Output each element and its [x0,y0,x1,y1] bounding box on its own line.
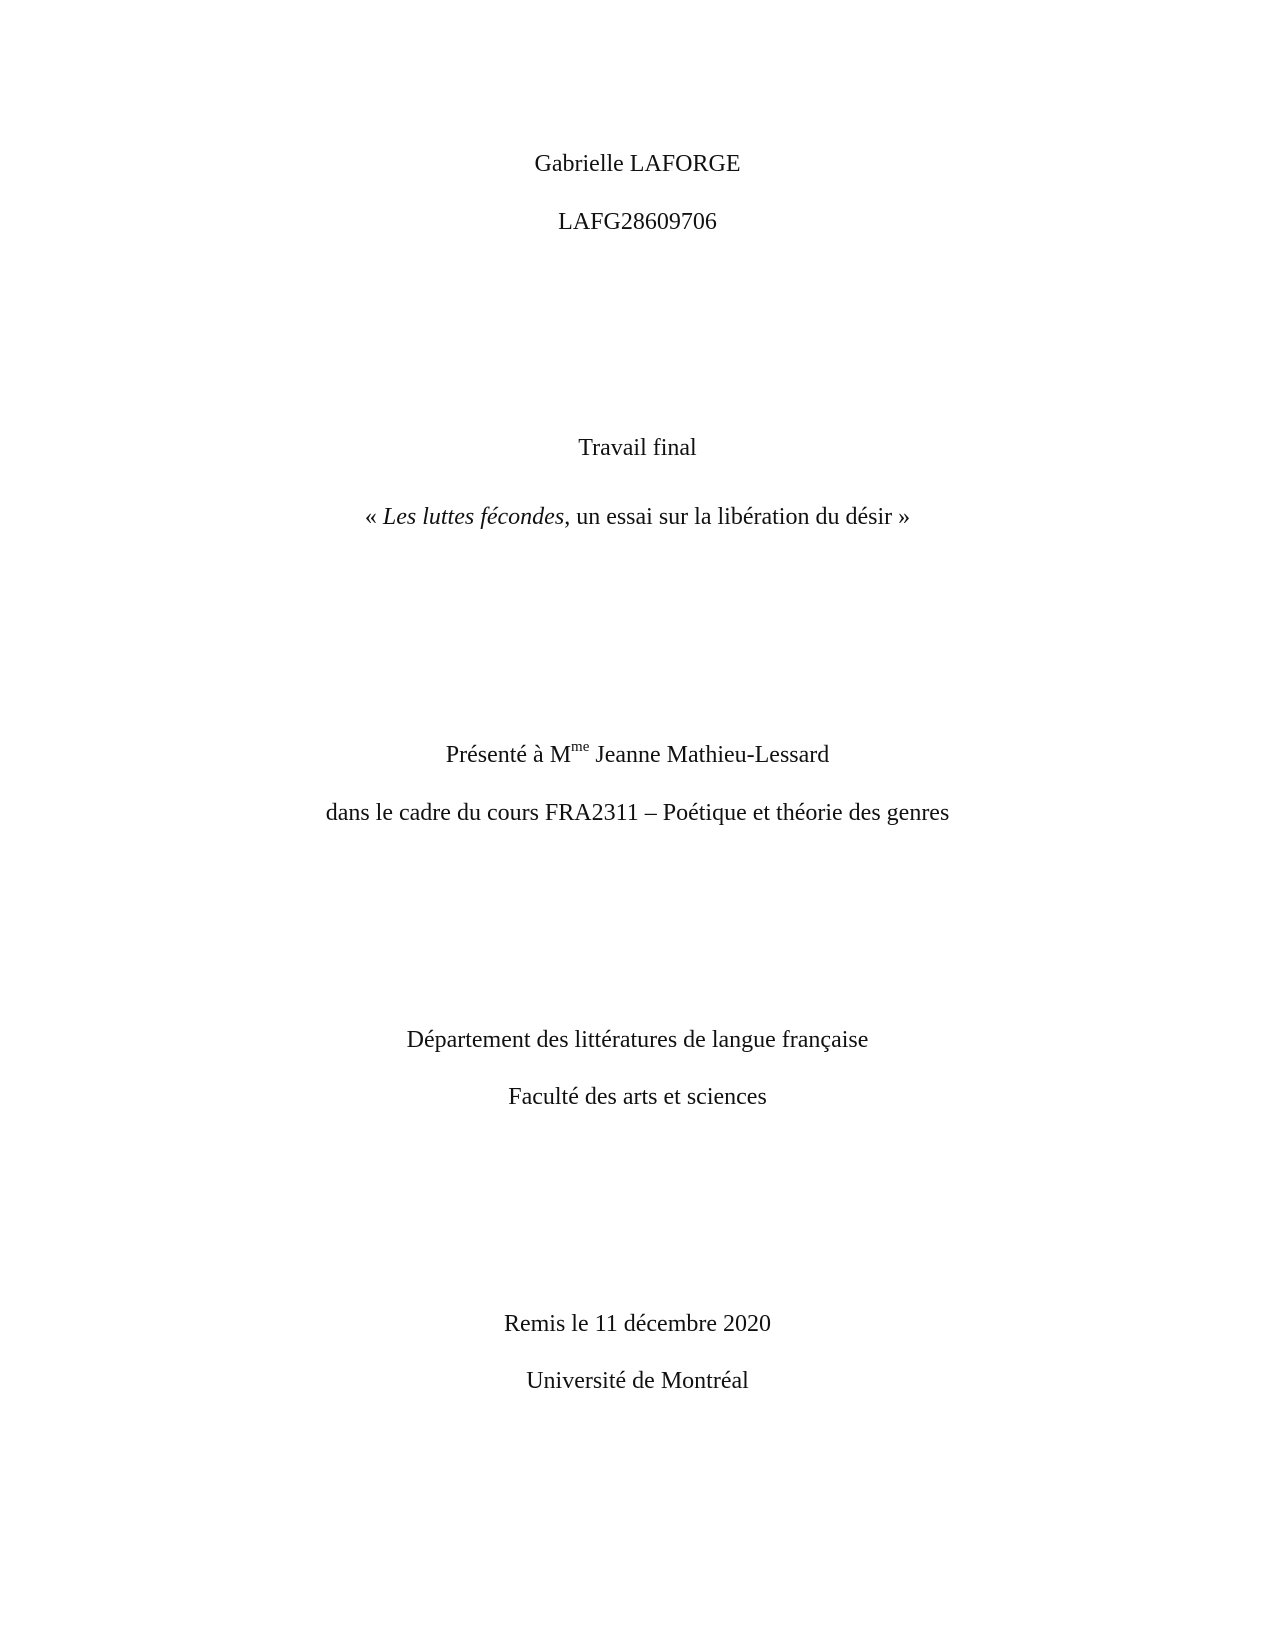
title-italic: Les luttes fécondes [382,504,565,530]
presented-to [0,740,1275,770]
course-line: dans le cadre du cours FRA2311 – Poétique et théorie des genres [325,800,950,826]
presented-prefix: Présenté à M [445,742,572,768]
student-code: LAFG28609706 [558,209,717,235]
department: Département des littératures de langue française [406,1027,869,1053]
work-title [0,502,1275,532]
submission-date: Remis le 11 décembre 2020 [503,1311,772,1337]
title-rest: , un essai sur la libération du désir » [564,504,911,530]
title-open-quote: « [364,504,383,530]
honorific-superscript: me [571,739,590,755]
work-type: Travail final [578,435,697,461]
university: Université de Montréal [526,1368,749,1394]
faculty: Faculté des arts et sciences [508,1084,767,1110]
teacher-name: Jeanne Mathieu-Lessard [589,742,830,768]
author-name: Gabrielle LAFORGE [534,151,741,177]
